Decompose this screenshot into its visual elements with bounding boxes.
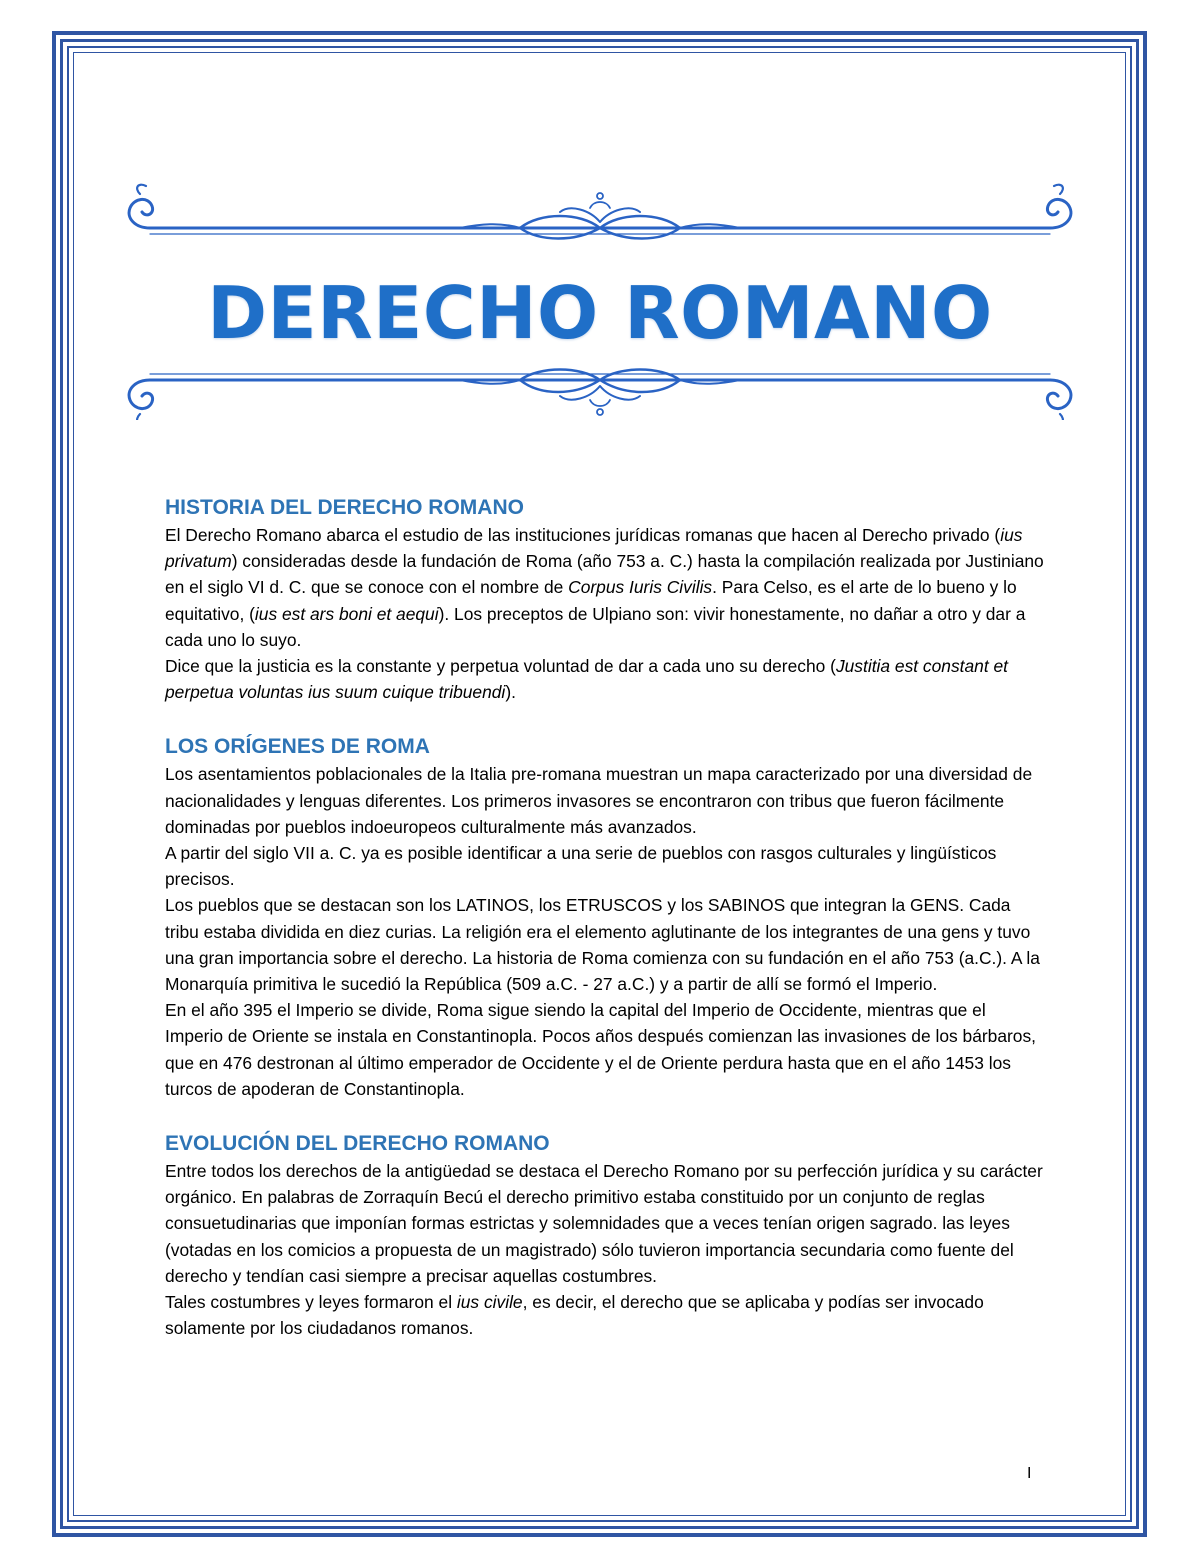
text-run: ) consideradas desde la fundación de Roma (año 753 a. C.) hasta la compilación realizada por Justiniano en el siglo VI d. C. que se conoce con el nombre de: [165, 551, 1044, 598]
text-run: ).: [505, 682, 516, 703]
ornament-bottom-flourish: [120, 350, 1080, 420]
section-origenes: [165, 733, 1045, 1102]
text-run: Dice que la justicia es la constante y perpetua voluntad de dar a cada uno su derecho (: [165, 656, 836, 677]
latin-term: ius civile: [456, 1292, 523, 1313]
paragraph: [165, 761, 1045, 840]
paragraph: [165, 1158, 1045, 1289]
paragraph: [165, 892, 1045, 997]
text-run: A partir del siglo VII a. C. ya es posible identificar a una serie de pueblos con rasgos culturales y lingüísticos precisos.: [165, 843, 997, 890]
paragraph: [165, 1289, 1045, 1341]
text-run: Entre todos los derechos de la antigüedad se destaca el Derecho Romano por su perfección jurídica y su carácter orgánico. En palabras de Zorraquín Becú el derecho primitivo estaba constituido por un conjunto de reglas consuetudinarias que imponían formas estrictas y solemnidades que a veces tenían origen sagrado. las leyes (votadas en los comicios a propuesta de un magistrado) sólo tuvieron importancia secundaria como fuente del derecho y tendían casi siempre a precisar aquellas costumbres.: [165, 1161, 1043, 1286]
paragraph: [165, 997, 1045, 1102]
paragraph: [165, 840, 1045, 892]
page-title: DERECHO ROMANO: [207, 271, 993, 355]
page-number: I: [1027, 1465, 1032, 1482]
section-historia: [165, 494, 1045, 705]
latin-term: ius est ars boni et aequi: [254, 603, 439, 624]
text-run: El Derecho Romano abarca el estudio de las instituciones jurídicas romanas que hacen al Derecho privado (: [165, 525, 1001, 545]
text-run: En el año 395 el Imperio se divide, Roma sigue siendo la capital del Imperio de Occidente, mientras que el Imperio de Oriente se instala en Constantinopla. Pocos años después comienzan las invasiones de los bárbaros, que en 476 destronan al último emperador de Occidente y el de Oriente perdura hasta que en el año 1453 los turcos de apoderan de Constantinopla.: [165, 1000, 1037, 1099]
text-run: , es decir, el derecho que se aplicaba y podías ser invocado solamente por los ciudadanos romanos.: [165, 1292, 984, 1339]
paragraph: [165, 522, 1045, 653]
latin-term: Corpus Iuris Civilis: [568, 577, 713, 598]
paragraph: [165, 653, 1045, 705]
text-run: Los asentamientos poblacionales de la Italia pre-romana muestran un mapa caracterizado por una diversidad de nacionalidades y lenguas diferentes. Los primeros invasores se encontraron con tribus que fueron fácilmente dominadas por pueblos indoeuropeos culturalmente más avanzados.: [165, 764, 1033, 837]
section-heading: LOS ORÍGENES DE ROMA: [165, 735, 430, 759]
section-heading: HISTORIA DEL DERECHO ROMANO: [165, 496, 524, 519]
text-run: . Para Celso, es el arte de lo bueno y lo equitativo, (: [165, 577, 1017, 624]
latin-term: ius privatum: [165, 525, 1023, 572]
document-body: [165, 494, 1045, 1341]
text-run: ). Los preceptos de Ulpiano son: vivir honestamente, no dañar a otro y dar a cada uno lo suyo.: [165, 603, 1026, 650]
ornament-top-flourish: [120, 182, 1080, 252]
text-run: Tales costumbres y leyes formaron el: [165, 1292, 457, 1313]
text-run: Los pueblos que se destacan son los LATINOS, los ETRUSCOS y los SABINOS que integran la GENS. Cada tribu estaba dividida en diez curias. La religión era el elemento aglutinante de los integrantes de una gens y tuvo una gran importancia sobre el derecho. La historia de Roma comienza con su fundación en el año 753 (a.C.). A la Monarquía primitiva le sucedió la República (509 a.C. - 27 a.C.) y a partir de allí se formó el Imperio.: [165, 895, 1040, 995]
section-evolucion: [165, 1130, 1045, 1341]
section-heading: EVOLUCIÓN DEL DERECHO ROMANO: [165, 1132, 550, 1156]
latin-term: Justitia est constant et perpetua voluntas ius suum cuique tribuendi: [165, 656, 1009, 703]
